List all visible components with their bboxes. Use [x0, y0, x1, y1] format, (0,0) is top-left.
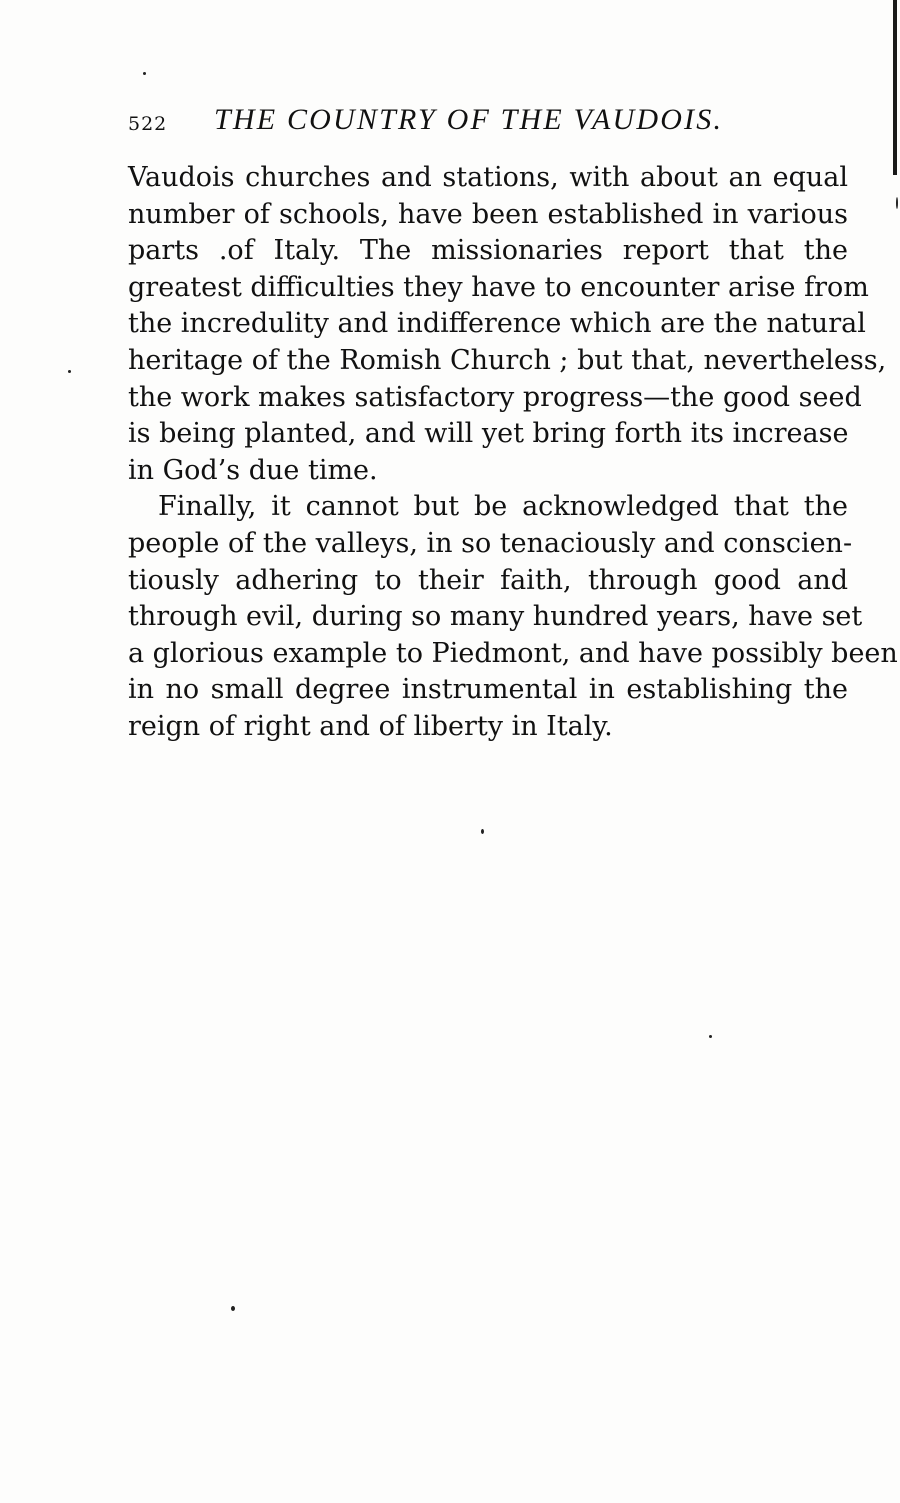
- text-line: in no small degree instrumental in establishing the: [128, 674, 848, 706]
- ink-speck: [231, 1306, 235, 1311]
- paragraph-2: [128, 489, 898, 745]
- text-line: a glorious example to Piedmont, and have possibly been: [128, 637, 898, 669]
- body-text: [128, 160, 898, 746]
- text-line: is being planted, and will yet bring forth its increase: [128, 418, 849, 450]
- text-line: number of schools, have been established in various: [128, 198, 848, 230]
- paragraph-1: [128, 160, 887, 489]
- text-line: in God’s due time.: [128, 454, 378, 486]
- ink-speck: [143, 72, 146, 75]
- text-line: Vaudois churches and stations, with about an equal: [128, 162, 848, 193]
- page-header: [128, 103, 848, 143]
- text-line: people of the valleys, in so tenaciously and conscien-: [128, 527, 853, 559]
- page-edge-rule: [893, 0, 897, 175]
- text-line: through evil, during so many hundred years, have set: [128, 601, 863, 633]
- ink-speck: [709, 1035, 712, 1038]
- text-line: heritage of the Romish Church ; but that, nevertheless,: [128, 344, 887, 376]
- ink-speck: [68, 370, 71, 373]
- ink-speck: [481, 829, 484, 834]
- text-line: reign of right and of liberty in Italy.: [128, 710, 613, 742]
- text-line: tiously adhering to their faith, through good and: [128, 564, 848, 596]
- text-line: the work makes satisfactory progress—the good seed: [128, 381, 862, 413]
- page-number: 522: [128, 113, 168, 135]
- text-line: greatest difficulties they have to encounter arise from: [128, 271, 869, 303]
- text-line: Finally, it cannot but be acknowledged that the: [158, 491, 848, 523]
- running-title: THE COUNTRY OF THE VAUDOIS.: [214, 103, 724, 136]
- ink-speck: [896, 197, 898, 209]
- text-line: parts .of Italy. The missionaries report that the: [128, 235, 848, 267]
- text-line: the incredulity and indifference which are the natural: [128, 308, 866, 340]
